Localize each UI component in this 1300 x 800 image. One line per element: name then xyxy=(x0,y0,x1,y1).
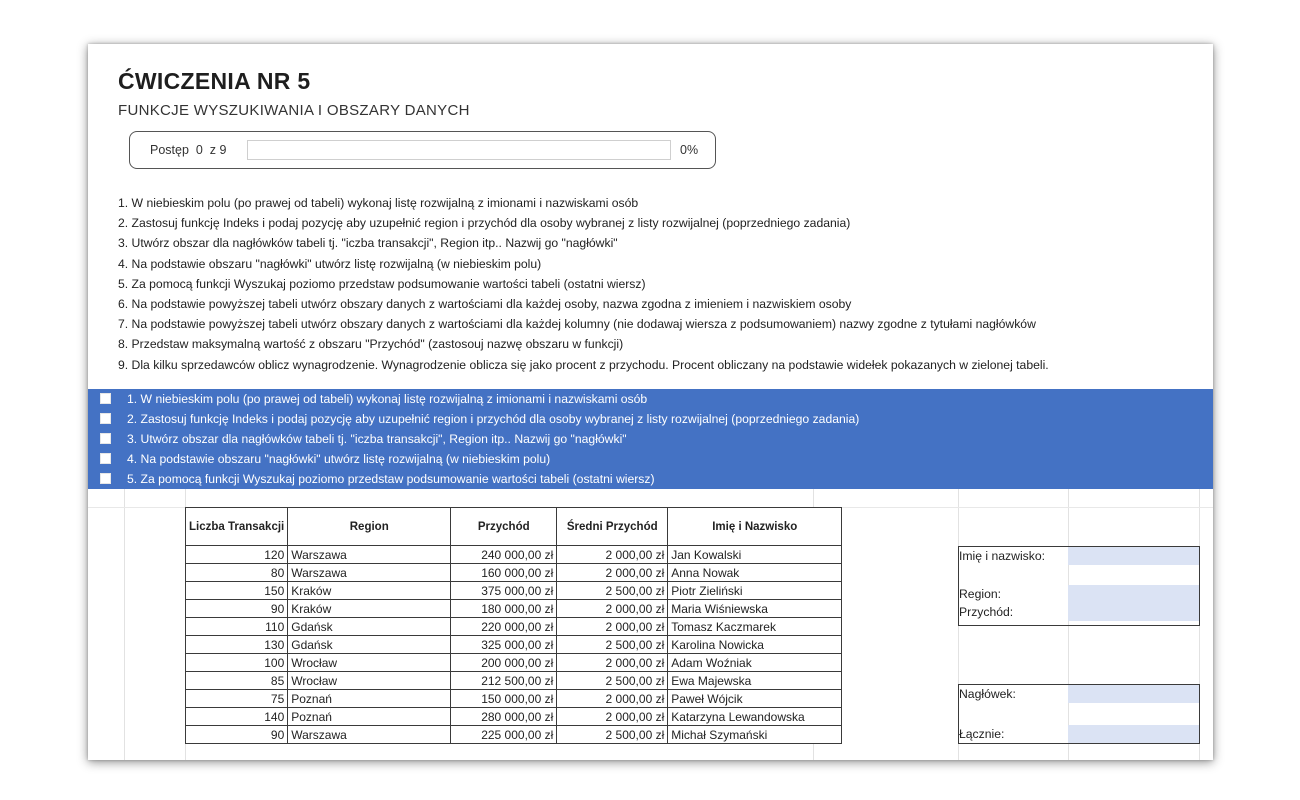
task-item: 5. Za pomocą funkcji Wyszukaj poziomo przedstaw podsumowanie wartości tabeli (ostatni wiersz) xyxy=(118,276,646,291)
cell-avg-revenue[interactable]: 2 000,00 zł xyxy=(557,654,668,672)
cell-name[interactable]: Michał Szymański xyxy=(668,726,842,744)
table-row xyxy=(186,618,842,636)
task-item: 1. W niebieskim polu (po prawej od tabeli) wykonaj listę rozwijalną z imionami i nazwiskami osób xyxy=(118,196,639,210)
cell-revenue[interactable]: 375 000,00 zł xyxy=(451,582,557,600)
table-row xyxy=(186,690,842,708)
cell-revenue[interactable]: 160 000,00 zł xyxy=(451,564,557,582)
task-list xyxy=(118,193,1198,375)
cell-revenue[interactable]: 150 000,00 zł xyxy=(451,690,557,708)
checkbox[interactable] xyxy=(100,473,111,484)
region-output[interactable] xyxy=(1068,585,1199,603)
cell-avg-revenue[interactable]: 2 500,00 zł xyxy=(557,582,668,600)
table-header-row xyxy=(186,508,842,546)
cell-avg-revenue[interactable]: 2 500,00 zł xyxy=(557,726,668,744)
column-header[interactable]: Liczba Transakcji xyxy=(186,508,288,546)
checklist-item xyxy=(100,409,1200,429)
cell-revenue[interactable]: 240 000,00 zł xyxy=(451,546,557,564)
table-row xyxy=(186,672,842,690)
table-row xyxy=(186,600,842,618)
column-header[interactable]: Przychód xyxy=(451,508,557,546)
cell-avg-revenue[interactable]: 2 500,00 zł xyxy=(557,636,668,654)
cell-region[interactable]: Warszawa xyxy=(288,726,451,744)
task-item: 3. Utwórz obszar dla nagłówków tabeli tj. "iczba transakcji", Region itp.. Nazwij go "nagłówki" xyxy=(118,236,618,251)
cell-name[interactable]: Katarzyna Lewandowska xyxy=(668,708,842,726)
worksheet xyxy=(88,44,1213,760)
task-item: 8. Przedstaw maksymalną wartość z obszaru "Przychód" (zastosouj nazwę obszaru w funkcji) xyxy=(118,337,624,352)
cell-region[interactable]: Gdańsk xyxy=(288,618,451,636)
cell-region[interactable]: Gdańsk xyxy=(288,636,451,654)
cell-region[interactable]: Warszawa xyxy=(288,546,451,564)
progress-label: Postęp 0 z 9 xyxy=(150,143,227,157)
cell-region[interactable]: Poznań xyxy=(288,708,451,726)
cell-revenue[interactable]: 180 000,00 zł xyxy=(451,600,557,618)
checkbox[interactable] xyxy=(100,413,111,424)
task-item: 7. Na podstawie powyższej tabeli utwórz obszary danych z wartościami dla każdej kolumny (nie dodawaj wiersza z podsumowaniem) nazwy zgodne z tytułami nagłówków xyxy=(118,317,1036,332)
total-label: Łącznie: xyxy=(959,727,1005,741)
table-row xyxy=(186,726,842,744)
checklist-band xyxy=(88,389,1213,489)
cell-transactions[interactable]: 100 xyxy=(186,654,288,672)
checklist-item-label: 5. Za pomocą funkcji Wyszukaj poziomo przedstaw podsumowanie wartości tabeli (ostatni wiersz) xyxy=(127,472,655,486)
cell-revenue[interactable]: 225 000,00 zł xyxy=(451,726,557,744)
page-title: ĆWICZENIA NR 5 xyxy=(118,68,311,94)
checklist-item xyxy=(100,449,1200,469)
cell-name[interactable]: Piotr Zieliński xyxy=(668,582,842,600)
cell-region[interactable]: Wrocław xyxy=(288,654,451,672)
cell-name[interactable]: Tomasz Kaczmarek xyxy=(668,618,842,636)
name-label: Imię i nazwisko: xyxy=(959,549,1046,563)
cell-transactions[interactable]: 75 xyxy=(186,690,288,708)
cell-revenue[interactable]: 280 000,00 zł xyxy=(451,708,557,726)
cell-region[interactable]: Kraków xyxy=(288,600,451,618)
table-row xyxy=(186,564,842,582)
checkbox[interactable] xyxy=(100,453,111,464)
cell-region[interactable]: Kraków xyxy=(288,582,451,600)
cell-region[interactable]: Wrocław xyxy=(288,672,451,690)
column-header[interactable]: Region xyxy=(288,508,451,546)
cell-avg-revenue[interactable]: 2 000,00 zł xyxy=(557,618,668,636)
cell-transactions[interactable]: 120 xyxy=(186,546,288,564)
task-item: 4. Na podstawie obszaru "nagłówki" utwórz listę rozwijalną (w niebieskim polu) xyxy=(118,256,542,271)
table-row xyxy=(186,654,842,672)
progress-bar xyxy=(247,140,671,160)
cell-name[interactable]: Paweł Wójcik xyxy=(668,690,842,708)
cell-transactions[interactable]: 80 xyxy=(186,564,288,582)
cell-avg-revenue[interactable]: 2 000,00 zł xyxy=(557,564,668,582)
checklist-item-label: 3. Utwórz obszar dla nagłówków tabeli tj. "iczba transakcji", Region itp.. Nazwij go "nagłówki" xyxy=(127,432,627,446)
checklist-item xyxy=(100,429,1200,449)
cell-transactions[interactable]: 110 xyxy=(186,618,288,636)
cell-name[interactable]: Maria Wiśniewska xyxy=(668,600,842,618)
checkbox[interactable] xyxy=(100,433,111,444)
cell-avg-revenue[interactable]: 2 000,00 zł xyxy=(557,600,668,618)
cell-transactions[interactable]: 140 xyxy=(186,708,288,726)
task-item: 2. Zastosuj funkcję Indeks i podaj pozycję aby uzupełnić region i przychód dla osoby wybranej z listy rozwijalnej (poprzedniego zadania) xyxy=(118,216,851,231)
checklist-item-label: 1. W niebieskim polu (po prawej od tabeli) wykonaj listę rozwijalną z imionami i nazwiskami osób xyxy=(127,392,648,406)
cell-revenue[interactable]: 220 000,00 zł xyxy=(451,618,557,636)
task-item: 6. Na podstawie powyższej tabeli utwórz obszary danych z wartościami dla każdej osoby, nazwa zgodna z imieniem i nazwiskiem osoby xyxy=(118,297,852,312)
checklist-item xyxy=(100,469,1200,489)
cell-revenue[interactable]: 212 500,00 zł xyxy=(451,672,557,690)
cell-name[interactable]: Anna Nowak xyxy=(668,564,842,582)
cell-revenue[interactable]: 325 000,00 zł xyxy=(451,636,557,654)
cell-transactions[interactable]: 90 xyxy=(186,600,288,618)
page-subtitle: FUNKCJE WYSZUKIWANIA I OBSZARY DANYCH xyxy=(118,102,470,119)
cell-name[interactable]: Jan Kowalski xyxy=(668,546,842,564)
progress-box xyxy=(129,131,716,169)
header-dropdown[interactable] xyxy=(1068,685,1199,703)
revenue-label: Przychód: xyxy=(959,605,1014,619)
cell-transactions[interactable]: 130 xyxy=(186,636,288,654)
cell-name[interactable]: Karolina Nowicka xyxy=(668,636,842,654)
table-row xyxy=(186,546,842,564)
checkbox[interactable] xyxy=(100,393,111,404)
cell-avg-revenue[interactable]: 2 000,00 zł xyxy=(557,708,668,726)
progress-percent: 0% xyxy=(680,143,699,157)
cell-region[interactable]: Poznań xyxy=(288,690,451,708)
cell-region[interactable]: Warszawa xyxy=(288,564,451,582)
checklist-item xyxy=(100,389,1200,409)
cell-name[interactable]: Ewa Majewska xyxy=(668,672,842,690)
grid-line xyxy=(124,489,125,760)
checklist-item-label: 4. Na podstawie obszaru "nagłówki" utwórz listę rozwijalną (w niebieskim polu) xyxy=(127,452,551,466)
total-output[interactable] xyxy=(1068,725,1199,743)
cell-transactions[interactable]: 85 xyxy=(186,672,288,690)
cell-transactions[interactable]: 90 xyxy=(186,726,288,744)
table-row xyxy=(186,708,842,726)
table-row xyxy=(186,582,842,600)
header-label: Nagłówek: xyxy=(959,687,1016,701)
cell-name[interactable]: Adam Woźniak xyxy=(668,654,842,672)
checklist-item-label: 2. Zastosuj funkcję Indeks i podaj pozycję aby uzupełnić region i przychód dla osoby wybranej z listy rozwijalnej (poprzedniego zadania) xyxy=(127,412,860,426)
task-item: 9. Dla kilku sprzedawców oblicz wynagrodzenie. Wynagrodzenie oblicza się jako procent z przychodu. Procent obliczany na podstawie widełek pokazanych w zielonej tabeli. xyxy=(118,357,1049,372)
name-dropdown[interactable] xyxy=(1068,547,1199,565)
column-header[interactable]: Średni Przychód xyxy=(557,508,668,546)
cell-transactions[interactable]: 150 xyxy=(186,582,288,600)
table-row xyxy=(186,636,842,654)
region-label: Region: xyxy=(959,587,1002,601)
column-header[interactable]: Imię i Nazwisko xyxy=(668,508,842,546)
revenue-output[interactable] xyxy=(1068,603,1199,621)
cell-avg-revenue[interactable]: 2 500,00 zł xyxy=(557,672,668,690)
data-table xyxy=(185,507,842,744)
cell-avg-revenue[interactable]: 2 000,00 zł xyxy=(557,690,668,708)
cell-avg-revenue[interactable]: 2 000,00 zł xyxy=(557,546,668,564)
cell-revenue[interactable]: 200 000,00 zł xyxy=(451,654,557,672)
